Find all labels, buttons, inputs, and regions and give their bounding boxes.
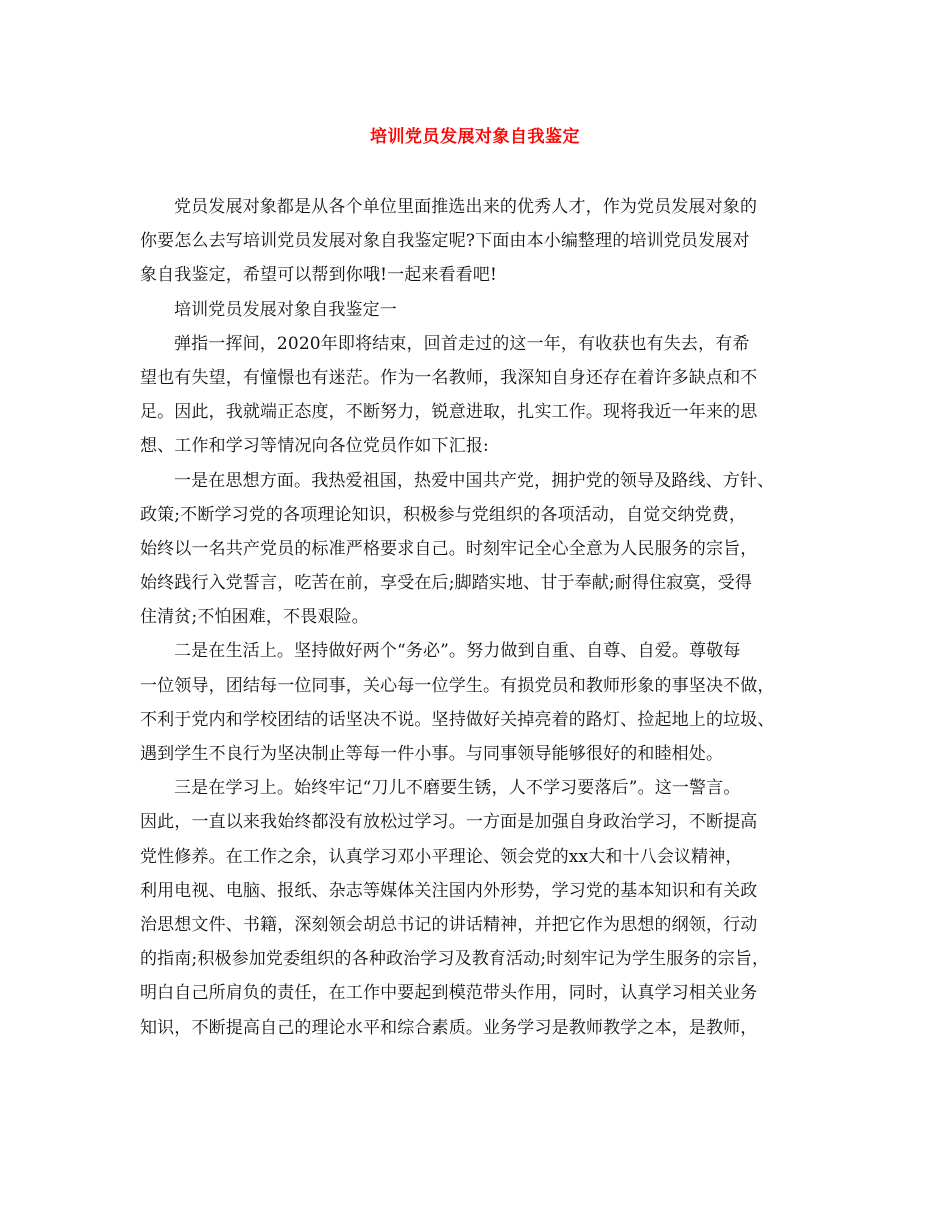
paragraph-line: 弹指一挥间，2020年即将结束，回首走过的这一年，有收获也有失去，有希 [174, 333, 750, 354]
paragraph-line: 住清贫;不怕困难，不畏艰险。 [140, 607, 369, 628]
paragraph-line: 治思想文件、书籍，深刻领会胡总书记的讲话精神，并把它作为思想的纲领，行动 [140, 914, 758, 935]
paragraph-line: 党员发展对象都是从各个单位里面推选出来的优秀人才，作为党员发展对象的 [174, 197, 758, 217]
paragraph-line: 因此，一直以来我始终都没有放松过学习。一方面是加强自身政治学习，不断提高 [140, 812, 758, 833]
paragraph-line: 足。因此，我就端正态度，不断努力，锐意进取，扎实工作。现将我近一年来的思 [140, 402, 758, 423]
document-title: 培训党员发展对象自我鉴定 [370, 127, 580, 147]
paragraph-line: 遇到学生不良行为坚决制止等每一件小事。与同事领导能够很好的和睦相处。 [140, 744, 724, 764]
document-body [140, 190, 812, 1045]
paragraph-line: 知识，不断提高自己的理论水平和综合素质。业务学习是教师教学之本，是教师， [140, 1017, 758, 1038]
paragraph-line: 明白自己所肩负的责任，在工作中要起到模范带头作用，同时，认真学习相关业务 [140, 983, 758, 1004]
paragraph-line: 利用电视、电脑、报纸、杂志等媒体关注国内外形势，学习党的基本知识和有关政 [140, 880, 758, 901]
paragraph-line: 不利于党内和学校团结的话坚决不说。坚持做好关掉亮着的路灯、捡起地上的垃圾、 [140, 709, 775, 730]
paragraph-line: 三是在学习上。始终牢记“刀儿不磨要生锈，人不学习要落后”。这一警言。 [174, 778, 741, 799]
paragraph-line: 始终践行入党誓言，吃苦在前，享受在后;脚踏实地、甘于奉献;耐得住寂寞，受得 [140, 573, 753, 594]
paragraph-line: 一位领导，团结每一位同事，关心每一位学生。有损党员和教师形象的事坚决不做， [140, 675, 775, 696]
paragraph-line: 望也有失望，有憧憬也有迷茫。作为一名教师，我深知自身还存在着许多缺点和不 [140, 367, 758, 388]
paragraph-line: 一是在思想方面。我热爱祖国，热爱中国共产党，拥护党的领导及路线、方针、 [174, 470, 775, 491]
paragraph-line: 想、工作和学习等情况向各位党员作如下汇报: [140, 436, 489, 457]
paragraph-line: 党性修养。在工作之余，认真学习邓小平理论、领会党的xx大和十八会议精神， [140, 846, 743, 867]
paragraph-line: 二是在生活上。坚持做好两个“务必”。努力做到自重、自尊、自爱。尊敬每 [174, 641, 741, 662]
paragraph-line: 象自我鉴定，希望可以帮到你哦!一起来看看吧! [140, 265, 497, 286]
paragraph-line: 始终以一名共产党员的标准严格要求自己。时刻牢记全心全意为人民服务的宗旨， [140, 538, 758, 559]
paragraph-line: 政策;不断学习党的各项理论知识，积极参与党组织的各项活动，自觉交纳党费， [140, 504, 747, 525]
paragraph-line: 的指南;积极参加党委组织的各种政治学习及教育活动;时刻牢记为学生服务的宗旨， [140, 949, 770, 970]
section-heading: 培训党员发展对象自我鉴定一 [174, 299, 397, 320]
paragraph-line: 你要怎么去写培训党员发展对象自我鉴定呢?下面由本小编整理的培训党员发展对 [140, 231, 750, 252]
